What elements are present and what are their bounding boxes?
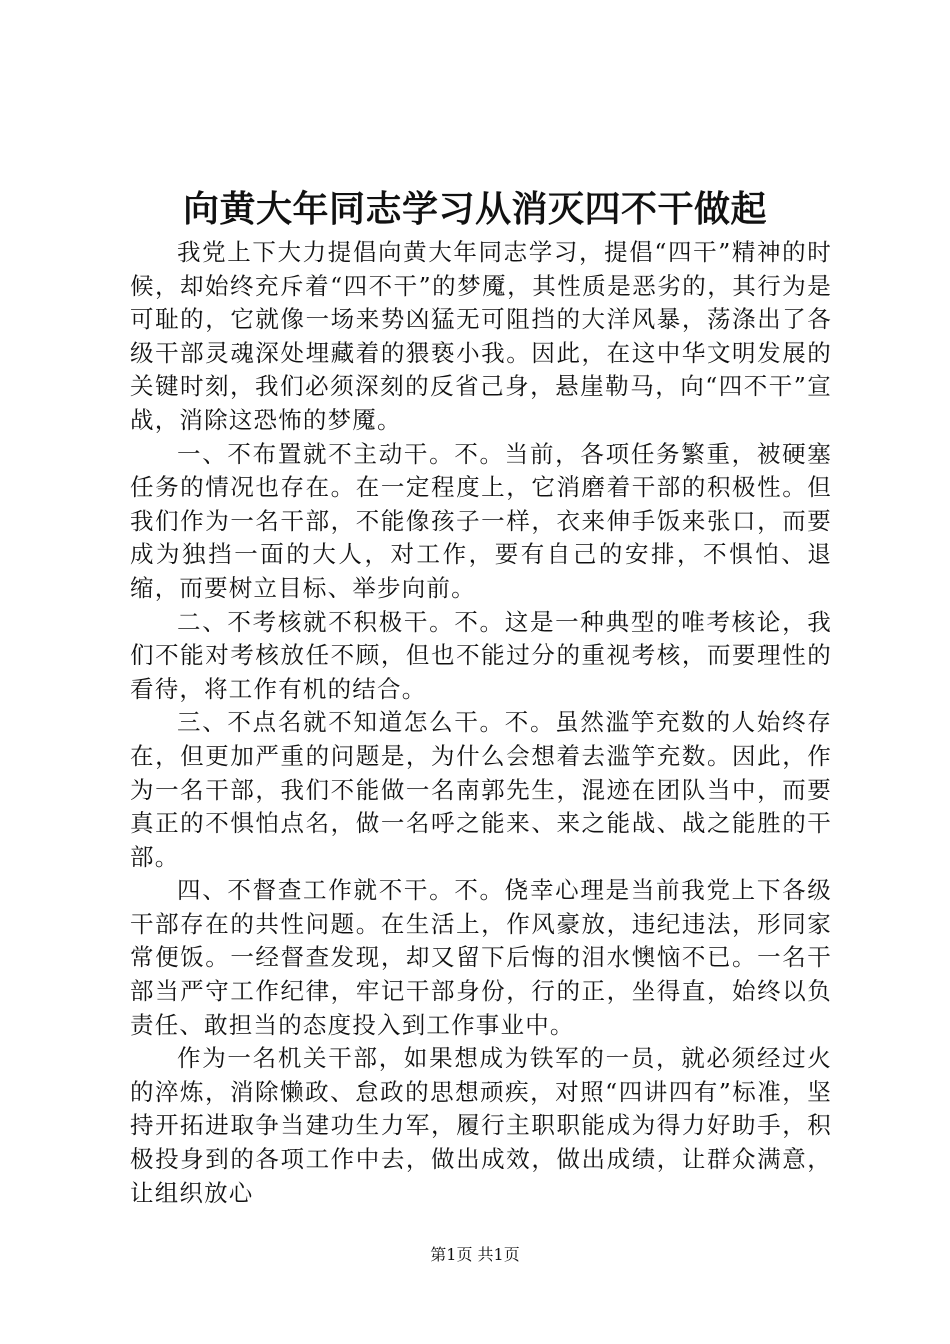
page-number-footer: 第1页 共1页 <box>430 1245 520 1264</box>
point-one-paragraph: 一、不布置就不主动干。不。当前，各项任务繁重，被硬塞任务的情况也存在。在一定程度上，它消磨着干部的积极性。但我们作为一名干部，不能像孩子一样，衣来伸手饭来张口，而要成为独挡一面的大人，对工作，要有自己的安排，不惧怕、退缩，而要树立目标、举步向前。 <box>130 439 832 602</box>
point-four-paragraph: 四、不督查工作就不干。不。侥幸心理是当前我党上下各级干部存在的共性问题。在生活上，作风豪放，违纪违法，形同家常便饭。一经督查发现，却又留下后悔的泪水懊恼不已。一名干部当严守工作纪律，牢记干部身份，行的正，坐得直，始终以负责任、敢担当的态度投入到工作事业中。 <box>130 876 832 1039</box>
point-two-paragraph: 二、不考核就不积极干。不。这是一种典型的唯考核论，我们不能对考核放任不顾，但也不能过分的重视考核，而要理性的看待，将工作有机的结合。 <box>130 607 832 703</box>
conclusion-paragraph: 作为一名机关干部，如果想成为铁军的一员，就必须经过火的淬炼，消除懒政、怠政的思想顽疾，对照“四讲四有”标准，坚持开拓进取争当建功生力军，履行主职职能成为得力好助手，积极投身到的各项工作中去，做出成效，做出成绩，让群众满意，让组织放心 <box>130 1044 832 1207</box>
document-title: 向黄大年同志学习从消灭四不干做起 <box>182 188 767 230</box>
point-three-paragraph: 三、不点名就不知道怎么干。不。虽然滥竽充数的人始终存在，但更加严重的问题是，为什么会想着去滥竽充数。因此，作为一名干部，我们不能做一名南郭先生，混迹在团队当中，而要真正的不惧怕点名，做一名呼之能来、来之能战、战之能胜的干部。 <box>130 708 832 871</box>
document-body <box>130 236 832 1210</box>
intro-paragraph: 我党上下大力提倡向黄大年同志学习，提倡“四干”精神的时候，却始终充斥着“四不干”的梦魇，其性质是恶劣的，其行为是可耻的，它就像一场来势凶猛无可阻挡的大洋风暴，荡涤出了各级干部灵魂深处埋藏着的猥亵小我。因此，在这中华文明发展的关键时刻，我们必须深刻的反省己身，悬崖勒马，向“四不干”宣战，消除这恐怖的梦魇。 <box>130 238 832 434</box>
